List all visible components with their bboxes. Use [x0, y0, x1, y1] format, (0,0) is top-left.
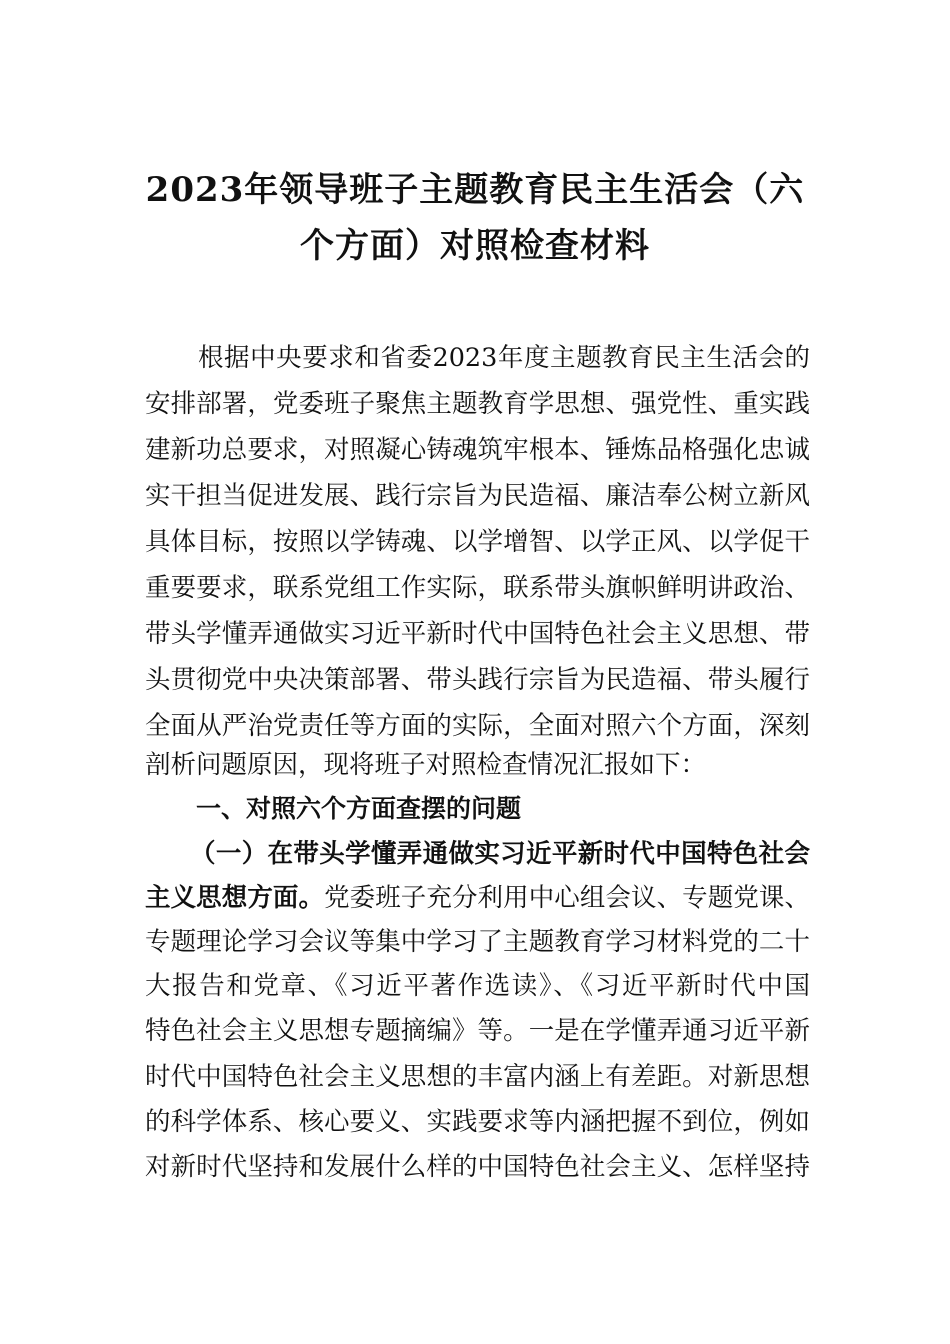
intro-line: 头贯彻党中央决策部署、带头践行宗旨为民造福、带头履行: [145, 665, 810, 695]
subsection-line: 大报告和党章、《习近平著作选读》、《习近平新时代中国: [145, 971, 810, 1001]
section-heading: 一、对照六个方面查摆的问题: [196, 794, 522, 823]
intro-line: 建新功总要求，对照凝心铸魂筑牢根本、锤炼品格强化忠诚: [145, 435, 810, 465]
intro-line: 具体目标，按照以学铸魂、以学增智、以学正风、以学促干: [145, 527, 810, 557]
subsection-line: 时代中国特色社会主义思想的丰富内涵上有差距。对新思想: [145, 1062, 810, 1092]
intro-line: 实干担当促进发展、践行宗旨为民造福、廉洁奉公树立新风: [145, 481, 810, 511]
intro-line: 带头学懂弄通做实习近平新时代中国特色社会主义思想、带: [145, 619, 810, 649]
document-title-line-2: 个方面）对照检查材料: [300, 226, 650, 266]
subsection-heading-end: 主义思想方面。: [145, 883, 325, 913]
intro-line: 重要要求，联系党组工作实际，联系带头旗帜鲜明讲政治、: [145, 573, 810, 603]
subsection-text: 党委班子充分利用中心组会议、专题党课、: [324, 883, 810, 913]
subsection-line: 对新时代坚持和发展什么样的中国特色社会主义、怎样坚持: [145, 1152, 810, 1182]
intro-line: 全面从严治党责任等方面的实际，全面对照六个方面，深刻: [145, 711, 810, 741]
subsection-line: 特色社会主义思想专题摘编》等。一是在学懂弄通习近平新: [145, 1016, 810, 1046]
subsection-line: 专题理论学习会议等集中学习了主题教育学习材料党的二十: [145, 927, 810, 957]
intro-line: 根据中央要求和省委2023年度主题教育民主生活会的: [198, 343, 810, 373]
subsection-line: [145, 876, 810, 921]
document-title-line-1: 2023年领导班子主题教育民主生活会（六: [145, 170, 805, 210]
subsection-heading: （一）在带头学懂弄通做实习近平新时代中国特色社会: [190, 839, 810, 869]
subsection-line: 的科学体系、核心要义、实践要求等内涵把握不到位，例如: [145, 1107, 810, 1137]
intro-line: 安排部署，党委班子聚焦主题教育学思想、强党性、重实践: [145, 389, 810, 419]
intro-line: 剖析问题原因，现将班子对照检查情况汇报如下：: [145, 750, 707, 780]
